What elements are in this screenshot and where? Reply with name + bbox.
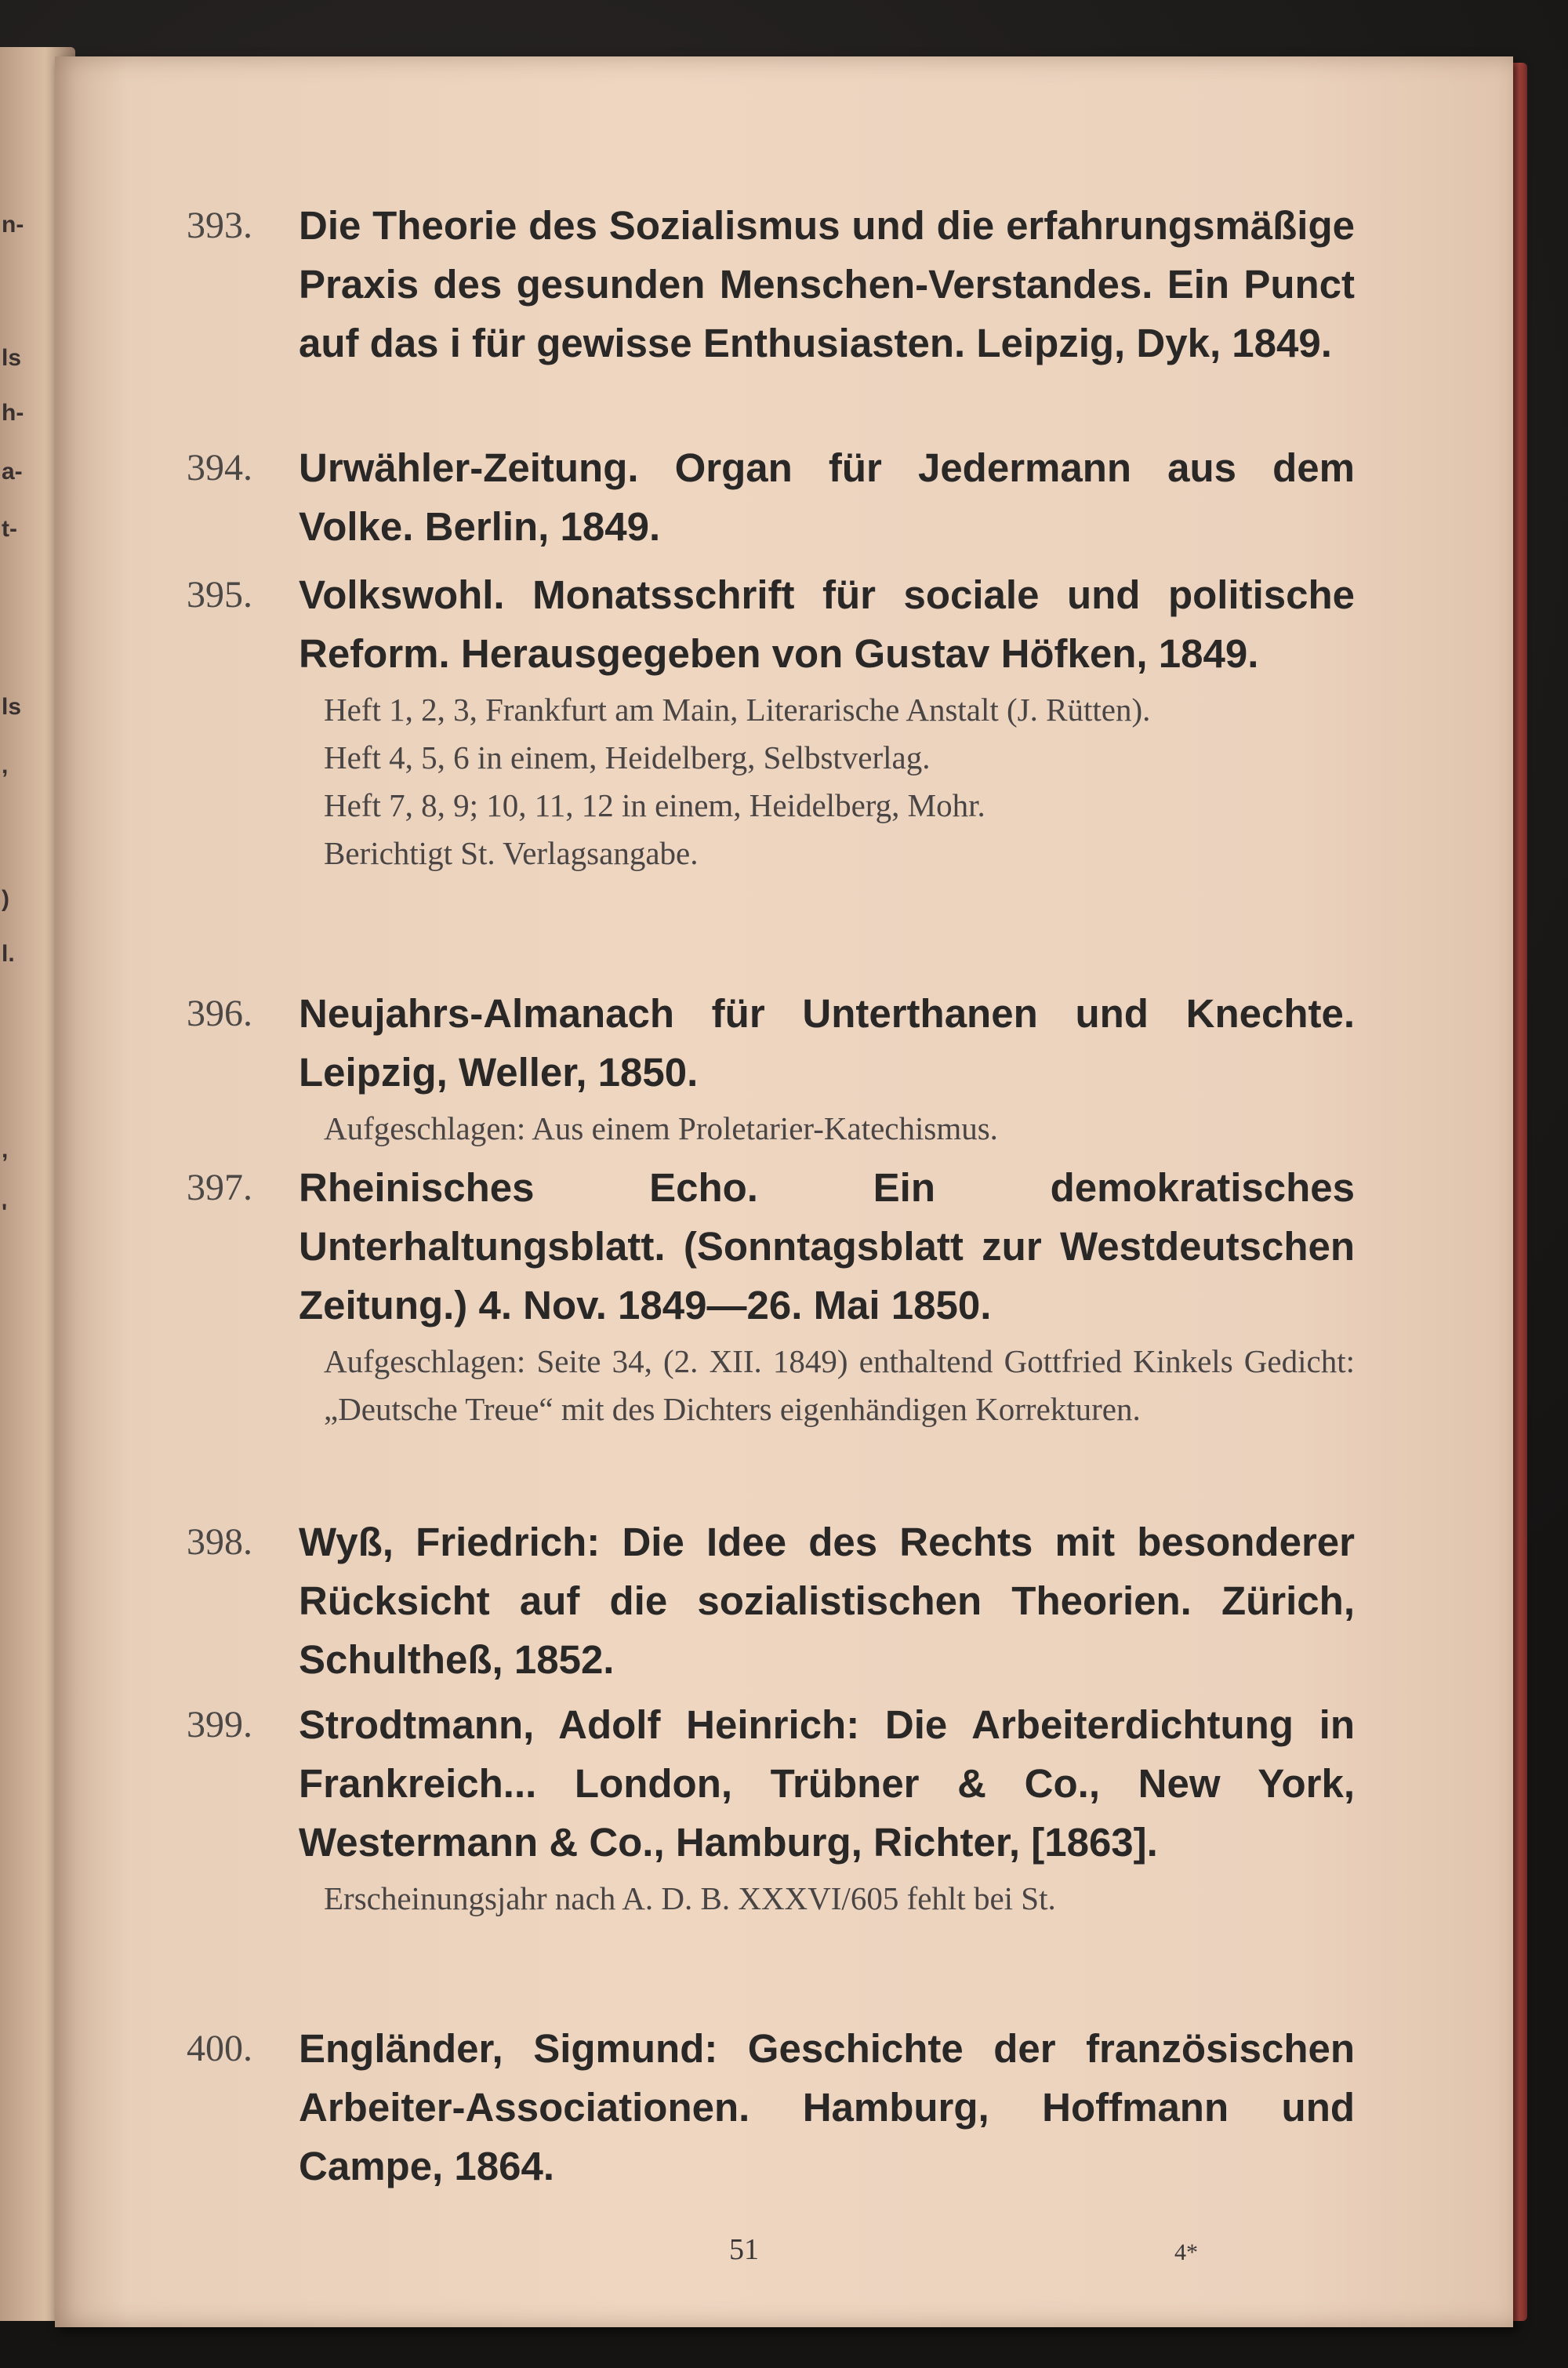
signature-mark: 4* [1174,2239,1198,2265]
facing-page-fragment: , [2,753,9,779]
entry-number: 395. [187,574,252,616]
facing-page-fragment: , [2,1137,9,1163]
entry-title: Neujahrs-Almanach für Unterthanen und Knechte. Leipzig, Weller, 1850. [299,991,1355,1095]
entry-number: 396. [187,993,252,1034]
entry-note: Heft 7, 8, 9; 10, 11, 12 in einem, Heidelberg, Mohr. [324,787,985,823]
entry-number: 397. [187,1167,252,1208]
entry-note: Heft 1, 2, 3, Frankfurt am Main, Literarische Anstalt (J. Rütten). [324,692,1151,728]
entry-notes [324,1338,1355,1433]
entry-title: Urwähler-Zeitung. Organ für Jedermann aus dem Volke. Berlin, 1849. [299,445,1355,549]
red-page-edge [1512,63,1527,2321]
entry-title: Die Theorie des Sozialismus und die erfahrungsmäßige Praxis des gesunden Menschen-Verstandes. Ein Punct auf das i für gewisse Enthusiasten. Leipzig, Dyk, 1849. [299,203,1355,365]
facing-page-fragment: n- [2,212,24,238]
entry-note: Erscheinungsjahr nach A. D. B. XXXVI/605 fehlt bei St. [324,1880,1056,1916]
facing-page-fragment: l. [2,941,15,967]
catalog-entry-400 [187,2019,1355,2195]
catalog-entry-396 [187,984,1355,1153]
facing-page-fragment: ' [2,1200,8,1226]
catalog-entry-395 [187,565,1355,877]
entry-title: Engländer, Sigmund: Geschichte der französischen Arbeiter-Associationen. Hamburg, Hoffmann und Campe, 1864. [299,2026,1355,2188]
entry-title: Wyß, Friedrich: Die Idee des Rechts mit besonderer Rücksicht auf die sozialistischen Theorien. Zürich, Schultheß, 1852. [299,1520,1355,1682]
facing-page-fragment: h- [2,400,24,426]
catalog-entry-398 [187,1513,1355,1689]
entry-number: 400. [187,2028,252,2069]
entry-note: Aufgeschlagen: Seite 34, (2. XII. 1849) enthaltend Gottfried Kinkels Gedicht: „Deutsche Treue“ mit des Dichters eigenhändigen Korrekturen. [324,1343,1355,1427]
entry-title: Rheinisches Echo. Ein demokratisches Unterhaltungsblatt. (Sonntagsblatt zur Westdeutschen Zeitung.) 4. Nov. 1849—26. Mai 1850. [299,1165,1355,1327]
entry-note: Heft 4, 5, 6 in einem, Heidelberg, Selbstverlag. [324,739,931,775]
entry-notes [324,1105,1355,1153]
catalog-entry-399 [187,1695,1355,1923]
entry-number: 399. [187,1704,252,1745]
catalog-entry-394 [187,438,1355,556]
entry-number: 398. [187,1521,252,1563]
entry-number: 393. [187,205,252,246]
entry-notes [324,1875,1355,1923]
facing-page-fragment: ls [2,694,22,720]
entry-title: Strodtmann, Adolf Heinrich: Die Arbeiterdichtung in Frankreich... London, Trübner & Co., New York, Westermann & Co., Hamburg, Richter, [1863]. [299,1702,1355,1865]
facing-page-fragment: ) [2,886,9,912]
entry-note: Aufgeschlagen: Aus einem Proletarier-Katechismus. [324,1110,998,1146]
facing-page-fragment: ls [2,345,22,371]
catalog-entry-397 [187,1158,1355,1433]
catalog-entry-393 [187,196,1355,372]
book-page [55,56,1513,2327]
entry-number: 394. [187,447,252,488]
facing-page-fragment: a- [2,459,23,485]
entry-title: Volkswohl. Monatsschrift für sociale und politische Reform. Herausgegeben von Gustav Höfken, 1849. [299,572,1355,676]
entry-notes [324,686,1355,877]
entry-note: Berichtigt St. Verlagsangabe. [324,835,699,871]
page-number: 51 [729,2233,759,2266]
facing-page-fragment: t- [2,516,17,542]
